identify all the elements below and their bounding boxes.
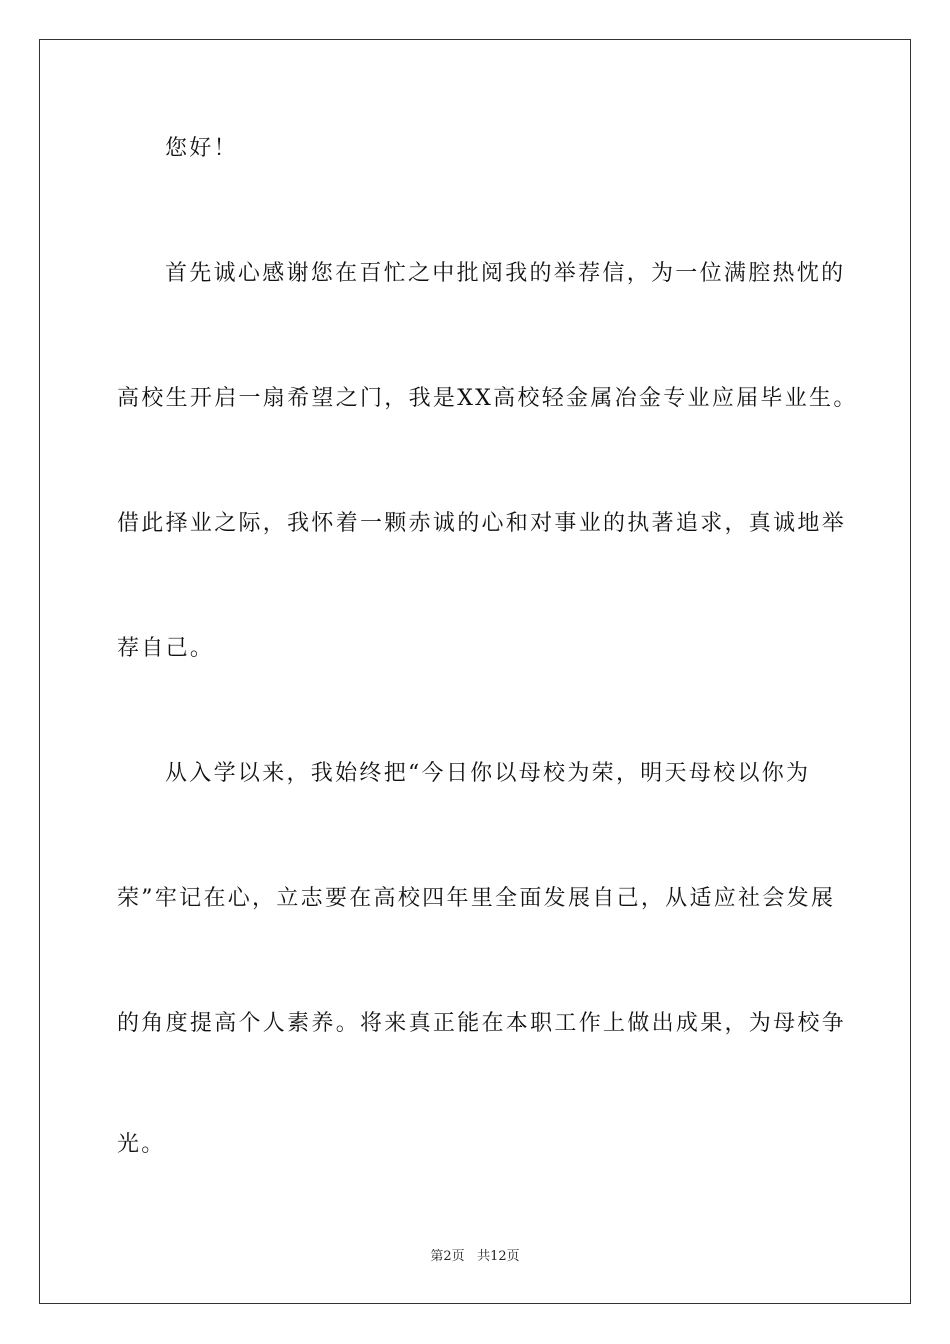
paragraph-line: 借此择业之际，我怀着一颗赤诚的心和对事业的执著追求，真诚地举	[117, 511, 847, 536]
paragraph-line: 荣”牢记在心，立志要在高校四年里全面发展自己，从适应社会发展	[117, 886, 836, 911]
paragraph-line: 光。	[117, 1132, 166, 1157]
paragraph-line: 高校生开启一扇希望之门，我是XX高校轻金属冶金专业应届毕业生。	[117, 386, 858, 411]
paragraph-line: 的角度提高个人素养。将来真正能在本职工作上做出成果，为母校争	[117, 1011, 847, 1036]
greeting: 您好！	[165, 136, 238, 161]
page-total: 共12页	[477, 1249, 520, 1264]
page-number: 第2页	[430, 1249, 465, 1264]
paragraph-line: 首先诚心感谢您在百忙之中批阅我的举荐信，为一位满腔热忱的	[165, 261, 846, 286]
paragraph-line: 荐自己。	[117, 636, 215, 661]
page-frame	[39, 39, 911, 1304]
page-footer	[0, 1248, 950, 1266]
paragraph-line: 从入学以来，我始终把“今日你以母校为荣，明天母校以你为	[165, 761, 811, 786]
